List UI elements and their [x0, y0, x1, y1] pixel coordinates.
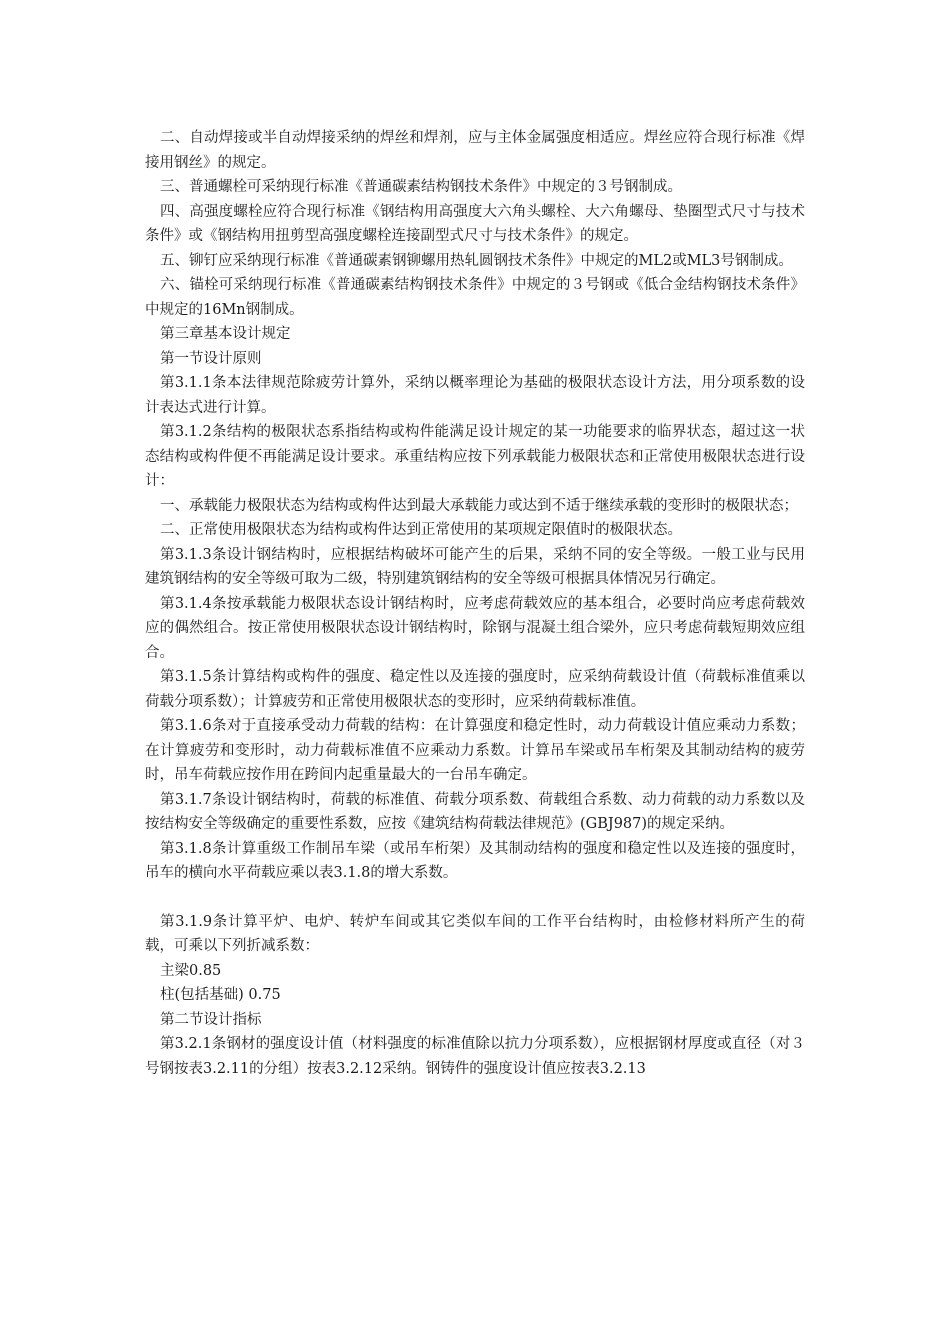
section-heading-design-indices: 第二节设计指标 [160, 1011, 262, 1028]
clause-3-1-9: 第3.1.9条计算平炉、电炉、转炉车间或其它类似车间的工作平台结构时，由检修材料所产生的荷载，可乘以下列折减系数： [145, 913, 805, 954]
clause-3-1-8: 第3.1.8条计算重级工作制吊车梁（或吊车桁架）及其制动结构的强度和稳定性以及连接的强度时，吊车的横向水平荷载应乘以表3.1.8的增大系数。 [145, 840, 805, 881]
reduction-column: 柱(包括基础) 0.75 [160, 987, 281, 1003]
paragraph-ordinary-bolt: 三、普通螺栓可采纳现行标准《普通碳素结构钢技术条件》中规定的３号钢制成。 [160, 179, 682, 195]
paragraph-welding-wire: 二、自动焊接或半自动焊接采纳的焊丝和焊剂，应与主体金属强度相适应。焊丝应符合现行标准《焊接用钢丝》的规定。 [145, 130, 805, 171]
chapter-heading: 第三章基本设计规定 [160, 326, 291, 342]
clause-3-1-2-item-2: 二、正常使用极限状态为结构或构件达到正常使用的某项规定限值时的极限状态。 [160, 522, 682, 538]
paragraph-high-strength-bolt: 四、高强度螺栓应符合现行标准《钢结构用高强度大六角头螺栓、大六角螺母、垫圈型式尺寸与技术条件》或《钢结构用扭剪型高强度螺栓连接副型式尺寸与技术条件》的规定。 [145, 203, 805, 244]
clause-3-1-1: 第3.1.1条本法律规范除疲劳计算外，采纳以概率理论为基础的极限状态设计方法，用分项系数的设计表达式进行计算。 [145, 375, 805, 416]
paragraph-rivet: 五、铆钉应采纳现行标准《普通碳素钢铆螺用热轧圆钢技术条件》中规定的ML2或ML3号钢制成。 [160, 252, 793, 269]
clause-3-2-1: 第3.2.1条钢材的强度设计值（材料强度的标准值除以抗力分项系数），应根据钢材厚度或直径（对３号钢按表3.2.11的分组）按表3.2.12采纳。钢铸件的强度设计值应按表3.2.13 [145, 1036, 805, 1077]
document-body [145, 126, 805, 1081]
clause-3-1-4: 第3.1.4条按承载能力极限状态设计钢结构时，应考虑荷载效应的基本组合，必要时尚应考虑荷载效应的偶然组合。按正常使用极限状态设计钢结构时，除钢与混凝土组合梁外，应只考虑荷载短期效应组合。 [145, 595, 805, 661]
clause-3-1-2: 第3.1.2条结构的极限状态系指结构或构件能满足设计规定的某一功能要求的临界状态，超过这一状态结构或构件便不再能满足设计要求。承重结构应按下列承载能力极限状态和正常使用极限状态进行设计： [145, 424, 805, 489]
section-heading-design-principles: 第一节设计原则 [160, 350, 262, 367]
clause-3-1-7: 第3.1.7条设计钢结构时，荷载的标准值、荷载分项系数、荷载组合系数、动力荷载的动力系数以及按结构安全等级确定的重要性系数，应按《建筑结构荷载法律规范》(GBJ987)的规定采纳。 [145, 791, 805, 832]
reduction-main-beam: 主梁0.85 [160, 962, 222, 979]
clause-3-1-5: 第3.1.5条计算结构或构件的强度、稳定性以及连接的强度时，应采纳荷载设计值（荷载标准值乘以荷载分项系数）；计算疲劳和正常使用极限状态的变形时，应采纳荷载标准值。 [145, 669, 805, 710]
clause-3-1-6: 第3.1.6条对于直接承受动力荷载的结构：在计算强度和稳定性时，动力荷载设计值应乘动力系数；在计算疲劳和变形时，动力荷载标准值不应乘动力系数。计算吊车梁或吊车桁架及其制动结构的疲劳时，吊车荷载应按作用在跨间内起重量最大的一台吊车确定。 [145, 718, 805, 783]
clause-3-1-3: 第3.1.3条设计钢结构时，应根据结构破坏可能产生的后果，采纳不同的安全等级。一般工业与民用建筑钢结构的安全等级可取为二级，特别建筑钢结构的安全等级可根据具体情况另行确定。 [145, 546, 805, 587]
paragraph-anchor-bolt: 六、锚栓可采纳现行标准《普通碳素结构钢技术条件》中规定的３号钢或《低合金结构钢技术条件》中规定的16Mn钢制成。 [145, 277, 805, 318]
clause-3-1-2-item-1: 一、承载能力极限状态为结构或构件达到最大承载能力或达到不适于继续承载的变形时的极限状态； [160, 497, 798, 514]
